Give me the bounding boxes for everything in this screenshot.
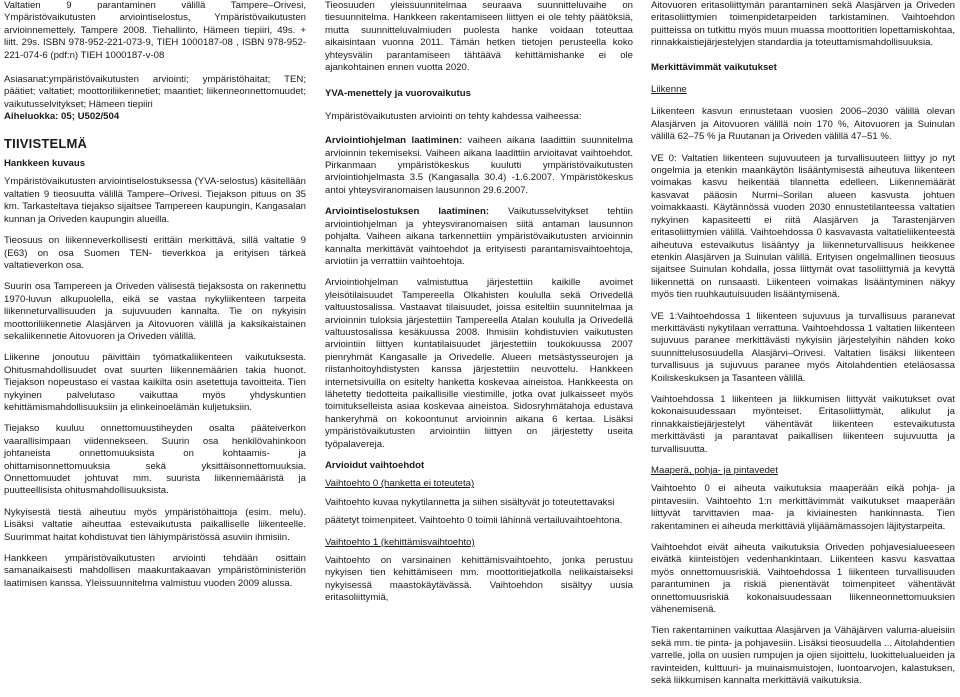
column-middle: [325, 0, 633, 614]
process-heading: YVA-menettely ja vuorovaikutus: [325, 88, 471, 100]
program-text: vaiheen aikana laadittiin suunnitelma arvioinnin tekemiseksi. Vaiheen aikana laadittiin arvioitavat vaihtoehdot. Pirkanmaan ympäristökeskus kuulutti ympäristövaikutusten arviointiohjelmasta 3.5 (Kangasalla 30.4) -1.6.2007. Ympäristökeskus antoi yhteysviranomaisen lausunnon 29.6.2007.: [325, 135, 633, 196]
summary-heading: TIIVISTELMÄ: [4, 135, 88, 151]
project-description-heading: Hankkeen kuvaus: [4, 158, 86, 170]
paragraph: Nykyisestä tiestä aiheutuu myös ympäristöhaittoja (esim. melu). Lisäksi valtatie aiheuttaa estevaikutusta paikalliselle liikenteelle. Suurimmat haitat kohdistuvat tien lähiympäristössä asuviin ihmisiin.: [4, 506, 306, 543]
paragraph: Suurin osa Tampereen ja Oriveden välisestä tiejaksosta on rakennettu 1970-luvun alkupuolella, eikä se vastaa nykyliikenteen tarpeita liikenneturvallisuuden ja sujuvuuden kannalta. Tie on nykyisin moottoriliikennetie Alasjärven ja Aitovuoren välillä ja kaksikaistainen sekaliikennetie Aitovuoren ja Oriveden välillä.: [4, 281, 306, 342]
report-lead: Arviointiselostuksen laatiminen:: [325, 206, 490, 218]
column-right: [651, 0, 955, 697]
column-left: [4, 0, 306, 599]
paragraph: Vaihtoehdot eivät aiheuta vaikutuksia Oriveden pohjavesialueeseen eivätkä kiinteistöjen vedenhankintaan. Liikenteen kasvu kasvattaa myös onnettomuusriskiä. Vaihtoehdossa 1 liikenteen turvallisuuden parantuminen ja riskiä pienentävät toimenpiteet vähentävät onnettomuusriskiä kokonaisuudessaan liikenneonnettomuuksien vähenemisenä.: [651, 542, 955, 616]
paragraph: Vaihtoehdossa 1 liikenteen ja liikkumisen liittyvät vaikutukset ovat kokonaisuudessaan myönteiset. Eritasoliittymät, alikulut ja rinnakkaistiejärjestelyt vähentävät liikenteen estevaikutusta merkittävästi ja parantavat paikallisen liikenteen sujuvuutta ja turvallisuutta.: [651, 393, 955, 455]
paragraph: Hankkeen ympäristövaikutusten arviointi tehdään osittain samanaikaisesti mahdollisen maakuntakaavan ympäristöministeriön laatimisen kanssa. Yleissuunnitelma valmistuu vuoden 2009 alussa.: [4, 553, 306, 589]
paragraph: VE 1:Vaihtoehdossa 1 liikenteen sujuvuus ja turvallisuus paranevat merkittävästi nykytilaan verrattuna. Vaihtoehdossa 1 valtatien liikenteen sujuvuus paranee merkittävästi nykyisiin järjestelyihin nähden koko suunnittelusosuudella Alasjärvi–Orivesi. Valtatien lisäksi liikenteen turvallisuus ja sujuvuus paranee myös Aitolahdentien eteläosassa Koiliskeskuksen ja Tasanteen välillä.: [651, 310, 955, 384]
subject-category: Aiheluokka: 05; U502/504: [4, 111, 120, 123]
paragraph: VE 0: Valtatien liikenteen sujuvuuteen ja turvallisuuteen liittyy jo nyt ongelmia ja etenkin maankäytön lisääntymisestä aiheutuva liikenteen voimakas kasvu heikentää tilannetta edelleen. Liikennemäärät kasvavat pääosin Nurmi–Sorilan alueen kasvusta johtuen voimakkaasti. Käytännössä vuoden 2030 ennustetilanteessa valtatien nykyinen kapasiteetti ei riitä Alasjärven ja Tarastenjärven eritasoliittymien välillä. Vaihtoehdossa 0 kasvavasta valtatieliikenteestä aiheutuva estevaikutus lisääntyy ja liikenneturvallisuus heikkenee etenkin Alasjärven ja Suinulan välillä. Erityisen ongelmallinen tieosuus sijaitsee Suinulan kohdalla, jossa liittymät ovat tasoliittymiä ja kevyttä liikennettä on runsaasti. Liikenteen voimakas lisääntyminen näkyy myös tien ruuhkautuisuuden lisääntymisenä.: [651, 152, 955, 301]
program-lead: Arviointiohjelman laatiminen:: [325, 135, 463, 147]
keywords: Asiasanat:ympäristövaikutusten arviointi; ympäristöhaitat; TEN; päätiet; valtatiet; moottoriliikennetiet; maantiet; liikenneonnettomuudet; vaikutusselvitykset; Hämeen tiepiiri: [4, 74, 306, 110]
alternative-1-title: Vaihtoehto 1 (kehittämisvaihtoehto): [325, 536, 475, 548]
impacts-heading: Merkittävimmät vaikutukset: [651, 61, 777, 73]
bibliographic-info: Valtatien 9 parantaminen välillä Tampere–Orivesi, Ympäristövaikutusten arviointiselostus, Ympäristövaikutusten arvioinnemettely. Tampere 2008. Tiehallinto, Hämeen tiepiiri, 49s. + liitt. 29s. ISBN 978-952-221-073-9, TIEH 1000187-08 , ISBN 978-952-221-074-6 (pdf:n) TIEH 1000187-v-08: [4, 0, 306, 61]
alternative-0-title: Vaihtoehto 0 (hanketta ei toteuteta): [325, 478, 475, 490]
traffic-subheading: Liikenne: [651, 84, 687, 96]
paragraph: Ympäristövaikutusten arviointi on tehty kahdessa vaiheessa:: [325, 110, 582, 122]
paragraph: Tieosuuden yleissuunnitelmaa seuraava suunnitteluvaihe on tiesuunnitelma. Hankkeen rakentamiseen liittyen ei ole tehty päätöksiä, mutta suunnitteluvalmiuden puolesta hanke voidaan toteuttaa aikaisintaan vuonna 2011. Tämän hetken tietojen perusteella koko yhteysvälin parantamiseen tähtäävä kehittämishanke ei ole ajankohtainen ennen vuotta 2020.: [325, 0, 633, 74]
paragraph: Tiejakso kuuluu onnettomuustiheyden osalta pääteiverkon vaarallisimpaan viidennekseen. Suurin osa henkilövahinkoon johtaneista onnettomuuksista on kohtaamis- ja ohittamisonnettomuuksia sekä yksittäisonnettomuuksia. Onnettomuudet johtuvat mm. suurista liikennemääristä ja puutteellisista ohitusmahdollisuuksista.: [4, 423, 306, 497]
paragraph: Aitovuoren eritasoliittymän parantaminen sekä Alasjärven ja Oriveden eritasoliittymien toimenpidetarpeiden tarkistaminen. Vaihtoehdon puitteissa on tutkittu myös muun muassa moottoritien lopettamiskohtaa, rinnakkaistiejärjestelyjen standardia ja toteuttamismahdollisuuksia.: [651, 0, 955, 49]
soil-water-subheading: Maaperä, pohja- ja pintavedet: [651, 465, 778, 476]
paragraph: Vaihtoehto 0 ei aiheuta vaikutuksia maaperään eikä pohja- ja pintavesiin. Vaihtoehto 1:n merkittävimmät vaikutukset maaperään liittyvät tarvittavien maa- ja kiviainesten hankinnasta. Tien rakentaminen ei aiheuda merkittäviä ylijäämämassojen läjitystarpeita.: [651, 483, 955, 532]
paragraph: Tien rakentaminen vaikuttaa Alasjärven ja Vähäjärven valuma-alueisiin sekä mm. tie pinta- ja pohjavesiin. Lisäksi tieosuudella ... Aitolahdentien varrelle, jolla on uusien rumpujen ja ojien sijoittelu, luokittelualueiden ja ravinteiden, kulttuuri- ja muinaismuistojen, luontoarvojen, kalastuksen, sekä liikkumisen kannalta merkittäviä vaikutuksia.: [651, 625, 955, 687]
paragraph: päätetyt toimenpiteet. Vaihtoehto 0 toimii lähinnä vertailuvaihtoehtona.: [325, 515, 623, 527]
paragraph: Liikenne jonoutuu päivittäin työmatkaliikenteen vaikutuksesta. Ohitusmahdollisuudet ovat suurten liikennemäärien takia huonot. Tiejakson nopeustaso ei vastaa kaikilta osin asetettuja tavoitteita. Tien nykyinen palvelutaso vaikuttaa myös yhdyskuntien kehittämismahdollisuuksiin ja elinkeinoelämän kuljetuksiin.: [4, 352, 306, 413]
alternatives-heading: Arvioidut vaihtoehdot: [325, 460, 425, 471]
paragraph: Arviointiohjelman valmistuttua järjestettiin kaikille avoimet yleisötilaisuudet Tampereella Olkahisten koululla sekä Orivedellä valtuustosalissa. Vastaavat tilaisuudet, joissa esiteltiin suunnitelmaa ja arvioinnin tuloksia järjestettiin Tampereella Atalan koululla ja Orivedellä valtuustosalissa kesäkuussa 2008. Ihmisiin kohdistuvien vaikutusten arviointiin liittyen kuntatilaisuudet järjestettiin toukokuussa 2007 pienryhmät Kangasalle ja Orivedelle. Alueen metsästysseurojen ja riistanhoitoyhdistysten kanssa järjestettiin neuvottelu. Hankkeen internetsivuilla on esitelty hanketta koskevaa aineistoa. Hankkeesta on lähetetty tiedotteita paikallisille viestimille, jotka ovat julkaisseet myös toimitukselleista asiaa koskevaa aineistoa. Sidosryhmätahoja edustava hankeryhmä on kokoontunut arvioinnin aikana 6 kertaa. Lisäksi ympäristövaikutusten arviointiin liittyen on järjestetty useita työpalavereja.: [325, 277, 633, 450]
paragraph: [325, 206, 633, 268]
report-text: Vaikutusselvitykset tehtiin arviointiohjelman ja yhteysviranomaisen siitä antaman lausunnon pohjalta. Vaiheen aikana tarkennettiin ympäristövaikutusten arvioinnin kannalta merkittävät vaihtoehdot ja erityisesti parantamisvaihtoehtoja, arviotiin ja verrattiin vaihtoehtoja.: [325, 206, 633, 267]
paragraph: Liikenteen kasvun ennustetaan vuosien 2006–2030 välillä olevan Alasjärven ja Aitovuoren välillä noin 170 %, Aitovuoren ja Suinulan välillä 62–75 % ja Ruutanan ja Oriveden välillä 47–51 %.: [651, 106, 955, 143]
paragraph: [325, 135, 633, 197]
paragraph: Tieosuus on liikenneverkollisesti erittäin merkittävä, sillä valtatie 9 (E63) on osa Suomen TEN- tieverkkoa ja erityisen tärkeä valtatieverkon osa.: [4, 235, 306, 271]
paragraph: Ympäristövaikutusten arviointiselostuksessa (YVA-selostus) käsitellään valtatien 9 tieosuutta välillä Tampere–Orivesi. Tiejakson pituus on 35 km. Tarkasteltava tiejakso sijaitsee Tampereen kaupungin, Kangasalan kunnan ja Oriveden kaupungin alueilla.: [4, 176, 306, 225]
paragraph: Vaihtoehto on varsinainen kehittämisvaihtoehto, jonka perustuu nykyisen tien kehittämiseen mm. moottoritiejatkolla nelikaistaiseksi nykyisessä maastokäytävässä. Vaihtoehdon sisältyy uusia eritasoliittymiä,: [325, 555, 633, 604]
paragraph: Vaihtoehto kuvaa nykytilannetta ja siihen sisältyvät jo toteutettavaksi: [325, 496, 615, 508]
